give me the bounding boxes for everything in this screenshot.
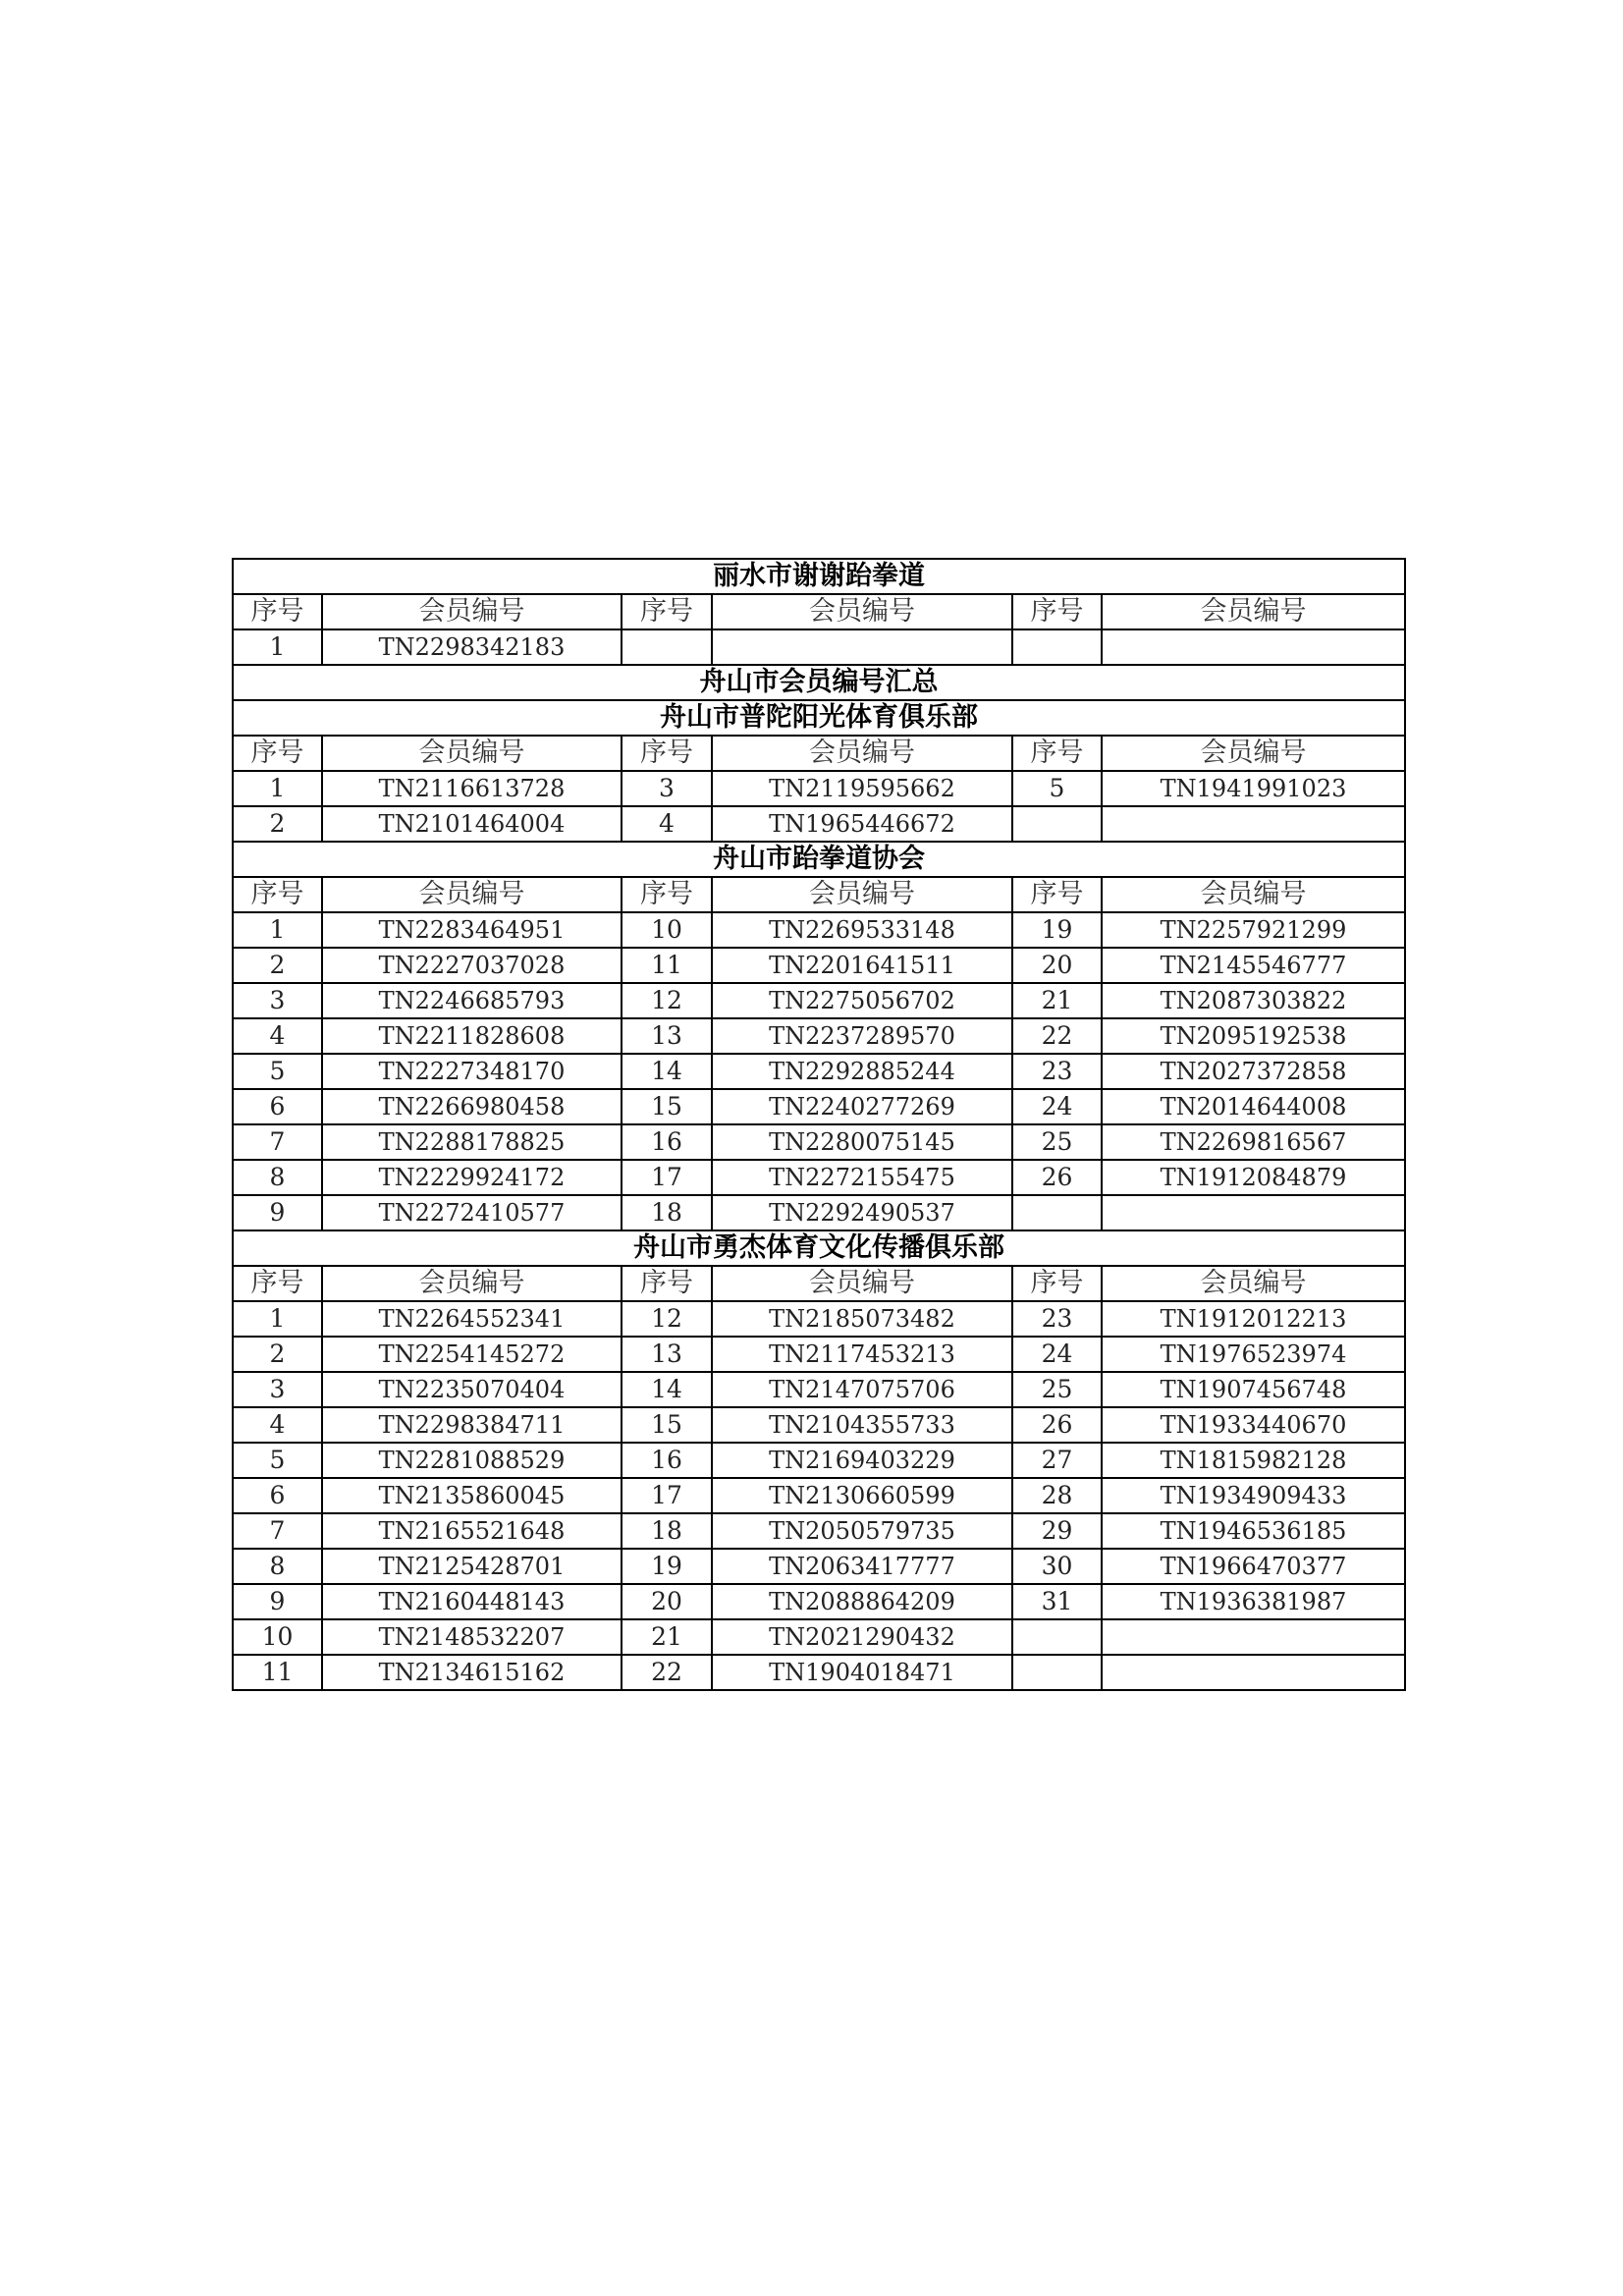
header-index: 序号 [622,1266,712,1301]
member-id-cell: TN2027372858 [1102,1054,1405,1089]
table-row [233,1337,1405,1372]
index-cell [1012,806,1102,842]
table-row [233,983,1405,1018]
member-id-cell: TN2148532207 [322,1619,622,1655]
index-cell: 1 [233,771,322,806]
index-cell: 26 [1012,1407,1102,1443]
index-cell: 16 [622,1443,712,1478]
member-id-cell: TN2147075706 [712,1372,1012,1407]
index-cell: 5 [1012,771,1102,806]
member-id-cell: TN2211828608 [322,1018,622,1054]
member-id-cell: TN1912084879 [1102,1160,1405,1195]
index-cell: 25 [1012,1124,1102,1160]
table-row [233,1124,1405,1160]
member-id-cell: TN2088864209 [712,1584,1012,1619]
section-title: 舟山市会员编号汇总 [233,665,1405,700]
member-id-cell: TN2169403229 [712,1443,1012,1478]
member-id-cell: TN2275056702 [712,983,1012,1018]
table-row [233,1655,1405,1690]
table-row [233,1054,1405,1089]
member-id-cell: TN2104355733 [712,1407,1012,1443]
index-cell: 3 [622,771,712,806]
index-cell: 27 [1012,1443,1102,1478]
member-id-cell: TN2135860045 [322,1478,622,1513]
index-cell: 3 [233,983,322,1018]
member-id-cell [1102,1619,1405,1655]
member-id-cell: TN1936381987 [1102,1584,1405,1619]
header-member-id: 会员编号 [322,1266,622,1301]
member-id-cell: TN2257921299 [1102,912,1405,948]
header-index: 序号 [233,736,322,771]
header-member-id: 会员编号 [1102,736,1405,771]
index-cell: 4 [622,806,712,842]
index-cell: 9 [233,1584,322,1619]
index-cell: 13 [622,1018,712,1054]
member-id-cell: TN1946536185 [1102,1513,1405,1549]
index-cell: 5 [233,1054,322,1089]
header-member-id: 会员编号 [1102,877,1405,912]
section-title-row [233,700,1405,736]
header-index: 序号 [1012,594,1102,629]
header-member-id: 会员编号 [712,1266,1012,1301]
index-cell: 6 [233,1089,322,1124]
table-row [233,1549,1405,1584]
member-id-cell [712,629,1012,665]
index-cell: 7 [233,1124,322,1160]
member-id-cell [1102,1655,1405,1690]
member-id-cell: TN1966470377 [1102,1549,1405,1584]
table-row [233,1372,1405,1407]
index-cell: 9 [233,1195,322,1230]
header-index: 序号 [622,736,712,771]
member-id-cell: TN2298342183 [322,629,622,665]
table-row [233,912,1405,948]
member-id-cell: TN2240277269 [712,1089,1012,1124]
table-row [233,1584,1405,1619]
index-cell: 17 [622,1478,712,1513]
member-id-cell: TN2117453213 [712,1337,1012,1372]
table-row [233,1443,1405,1478]
section-title: 丽水市谢谢跆拳道 [233,559,1405,594]
member-id-cell: TN2229924172 [322,1160,622,1195]
column-header-row [233,877,1405,912]
index-cell: 10 [233,1619,322,1655]
member-id-cell: TN2227037028 [322,948,622,983]
member-id-cell: TN2201641511 [712,948,1012,983]
member-id-cell: TN2269533148 [712,912,1012,948]
member-id-cell [1102,1195,1405,1230]
member-id-cell: TN2235070404 [322,1372,622,1407]
member-id-cell: TN2288178825 [322,1124,622,1160]
table-row [233,1160,1405,1195]
table-row [233,1407,1405,1443]
index-cell: 4 [233,1407,322,1443]
table-row [233,806,1405,842]
member-id-cell: TN2160448143 [322,1584,622,1619]
index-cell: 2 [233,948,322,983]
index-cell: 31 [1012,1584,1102,1619]
member-id-cell: TN2292885244 [712,1054,1012,1089]
header-index: 序号 [622,877,712,912]
member-id-cell [1102,806,1405,842]
header-member-id: 会员编号 [712,736,1012,771]
section-title: 舟山市勇杰体育文化传播俱乐部 [233,1230,1405,1266]
member-id-cell: TN1934909433 [1102,1478,1405,1513]
header-index: 序号 [1012,877,1102,912]
index-cell: 28 [1012,1478,1102,1513]
member-id-cell: TN1904018471 [712,1655,1012,1690]
table-row [233,629,1405,665]
member-id-cell: TN2130660599 [712,1478,1012,1513]
index-cell: 25 [1012,1372,1102,1407]
header-member-id: 会员编号 [1102,594,1405,629]
member-id-cell: TN1976523974 [1102,1337,1405,1372]
index-cell: 15 [622,1407,712,1443]
member-id-cell: TN1912012213 [1102,1301,1405,1337]
member-id-cell: TN2021290432 [712,1619,1012,1655]
table-row [233,1018,1405,1054]
member-id-cell [1102,629,1405,665]
header-index: 序号 [622,594,712,629]
index-cell: 16 [622,1124,712,1160]
index-cell: 3 [233,1372,322,1407]
member-id-cell: TN2281088529 [322,1443,622,1478]
member-id-cell: TN2272410577 [322,1195,622,1230]
member-id-cell: TN2087303822 [1102,983,1405,1018]
member-id-cell: TN2237289570 [712,1018,1012,1054]
section-title: 舟山市普陀阳光体育俱乐部 [233,700,1405,736]
index-cell: 14 [622,1054,712,1089]
member-id-cell: TN2266980458 [322,1089,622,1124]
index-cell [1012,629,1102,665]
member-id-cell: TN1965446672 [712,806,1012,842]
member-id-cell: TN2185073482 [712,1301,1012,1337]
index-cell: 15 [622,1089,712,1124]
table-row [233,1478,1405,1513]
section-title-row [233,1230,1405,1266]
index-cell: 10 [622,912,712,948]
index-cell: 24 [1012,1089,1102,1124]
member-id-cell: TN2227348170 [322,1054,622,1089]
index-cell: 22 [622,1655,712,1690]
member-id-cell: TN2116613728 [322,771,622,806]
column-header-row [233,594,1405,629]
header-index: 序号 [1012,736,1102,771]
member-id-cell: TN2269816567 [1102,1124,1405,1160]
member-id-cell: TN1815982128 [1102,1443,1405,1478]
column-header-row [233,736,1405,771]
member-id-cell: TN2283464951 [322,912,622,948]
index-cell: 20 [622,1584,712,1619]
index-cell [622,629,712,665]
section-title: 舟山市跆拳道协会 [233,842,1405,877]
table-row [233,1513,1405,1549]
index-cell: 26 [1012,1160,1102,1195]
member-id-cell: TN2125428701 [322,1549,622,1584]
index-cell: 8 [233,1549,322,1584]
member-id-table [232,558,1406,1691]
index-cell: 29 [1012,1513,1102,1549]
index-cell: 2 [233,1337,322,1372]
table-row [233,1089,1405,1124]
header-member-id: 会员编号 [712,877,1012,912]
member-id-cell: TN2145546777 [1102,948,1405,983]
index-cell: 23 [1012,1054,1102,1089]
header-member-id: 会员编号 [322,594,622,629]
index-cell: 17 [622,1160,712,1195]
member-id-cell: TN2014644008 [1102,1089,1405,1124]
index-cell: 22 [1012,1018,1102,1054]
member-id-cell: TN2101464004 [322,806,622,842]
member-id-cell: TN2272155475 [712,1160,1012,1195]
index-cell: 12 [622,983,712,1018]
section-title-row [233,559,1405,594]
header-index: 序号 [1012,1266,1102,1301]
header-member-id: 会员编号 [712,594,1012,629]
header-index: 序号 [233,877,322,912]
header-member-id: 会员编号 [322,736,622,771]
index-cell: 7 [233,1513,322,1549]
index-cell: 12 [622,1301,712,1337]
index-cell: 19 [622,1549,712,1584]
index-cell [1012,1619,1102,1655]
index-cell [1012,1655,1102,1690]
index-cell: 1 [233,912,322,948]
index-cell: 21 [622,1619,712,1655]
index-cell: 23 [1012,1301,1102,1337]
index-cell: 14 [622,1372,712,1407]
index-cell: 8 [233,1160,322,1195]
member-id-cell: TN2063417777 [712,1549,1012,1584]
index-cell: 13 [622,1337,712,1372]
index-cell: 11 [233,1655,322,1690]
member-id-cell: TN2095192538 [1102,1018,1405,1054]
header-member-id: 会员编号 [1102,1266,1405,1301]
header-index: 序号 [233,594,322,629]
member-id-cell: TN2280075145 [712,1124,1012,1160]
index-cell: 11 [622,948,712,983]
table-row [233,1301,1405,1337]
index-cell [1012,1195,1102,1230]
index-cell: 24 [1012,1337,1102,1372]
index-cell: 1 [233,629,322,665]
table-row [233,1195,1405,1230]
index-cell: 18 [622,1195,712,1230]
column-header-row [233,1266,1405,1301]
table-row [233,948,1405,983]
index-cell: 2 [233,806,322,842]
member-id-cell: TN2292490537 [712,1195,1012,1230]
section-title-row [233,665,1405,700]
table-row [233,771,1405,806]
table-body [233,559,1405,1690]
member-id-cell: TN2119595662 [712,771,1012,806]
index-cell: 19 [1012,912,1102,948]
member-id-cell: TN2165521648 [322,1513,622,1549]
member-id-cell: TN2254145272 [322,1337,622,1372]
member-id-cell: TN1907456748 [1102,1372,1405,1407]
header-member-id: 会员编号 [322,877,622,912]
member-id-cell: TN1941991023 [1102,771,1405,806]
index-cell: 1 [233,1301,322,1337]
member-id-cell: TN2264552341 [322,1301,622,1337]
index-cell: 20 [1012,948,1102,983]
table-row [233,1619,1405,1655]
member-id-cell: TN2134615162 [322,1655,622,1690]
section-title-row [233,842,1405,877]
index-cell: 6 [233,1478,322,1513]
index-cell: 21 [1012,983,1102,1018]
index-cell: 4 [233,1018,322,1054]
header-index: 序号 [233,1266,322,1301]
index-cell: 30 [1012,1549,1102,1584]
index-cell: 18 [622,1513,712,1549]
member-id-cell: TN2050579735 [712,1513,1012,1549]
member-id-cell: TN2246685793 [322,983,622,1018]
member-id-cell: TN1933440670 [1102,1407,1405,1443]
index-cell: 5 [233,1443,322,1478]
member-id-cell: TN2298384711 [322,1407,622,1443]
